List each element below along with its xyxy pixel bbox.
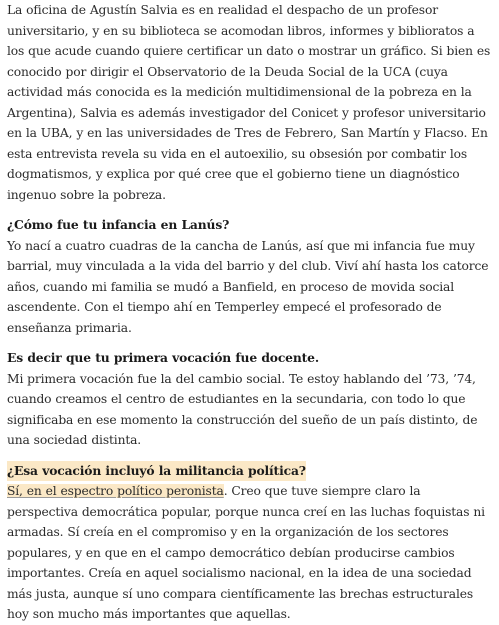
question-2: [7, 348, 495, 369]
question-text-highlighted: ¿Esa vocación incluyó la militancia política?: [7, 461, 306, 482]
question-text: ¿Cómo fue tu infancia en Lanús?: [7, 217, 230, 232]
question-3: [7, 461, 495, 482]
answer-rest: . Creo que tuve siempre claro la perspectiva democrática popular, porque nunca creí en las luchas foquistas ni armadas. Sí creía en el compromiso y en la organización de los sectores populares, y en que en el campo democrático debían producirse cambios importantes. Creía en aquel socialismo nacional, en la idea de una sociedad más justa, aunque sí uno compara científicamente las brechas estructurales hoy son mucho más importantes que aquellas.: [7, 484, 485, 621]
answer-3: [7, 481, 495, 625]
question-1: [7, 215, 495, 236]
qa-block-3: [7, 461, 495, 625]
question-text: Es decir que tu primera vocación fue docente.: [7, 350, 319, 365]
qa-block-2: [7, 348, 495, 451]
intro-paragraph: La oficina de Agustín Salvia es en realidad el despacho de un profesor universitario, y en su biblioteca se acomodan libros, informes y biblioratos a los que acude cuando quiere certificar un dato o mostrar un gráfico. Si bien es conocido por dirigir el Observatorio de la Deuda Social de la UCA (cuya actividad más conocida es la medición multidimensional de la pobreza en la Argentina), Salvia es además investigador del Conicet y profesor universitario en la UBA, y en las universidades de Tres de Febrero, San Martín y Flacso. En esta entrevista revela su vida en el autoexilio, su obsesión por combatir los dogmatismos, y explica por qué cree que el gobierno tiene un diagnóstico ingenuo sobre la pobreza.: [7, 3, 491, 202]
qa-block-1: [7, 215, 495, 338]
answer-highlight[interactable]: Sí, en el espectro político peronista: [7, 484, 224, 498]
article-body: [7, 0, 495, 625]
answer-2: Mi primera vocación fue la del cambio social. Te estoy hablando del ’73, ’74, cuando creamos el centro de estudiantes en la secundaria, con todo lo que significaba en ese momento la construcción del sueño de un país distinto, de una sociedad distinta.: [7, 371, 478, 447]
answer-1: Yo nací a cuatro cuadras de la cancha de Lanús, así que mi infancia fue muy barrial, muy vinculada a la vida del barrio y del club. Viví ahí hasta los catorce años, cuando mi familia se mudó a Banfield, en proceso de movida social ascendente. Con el tiempo ahí en Temperley empecé el profesorado de enseñanza primaria.: [7, 238, 489, 335]
